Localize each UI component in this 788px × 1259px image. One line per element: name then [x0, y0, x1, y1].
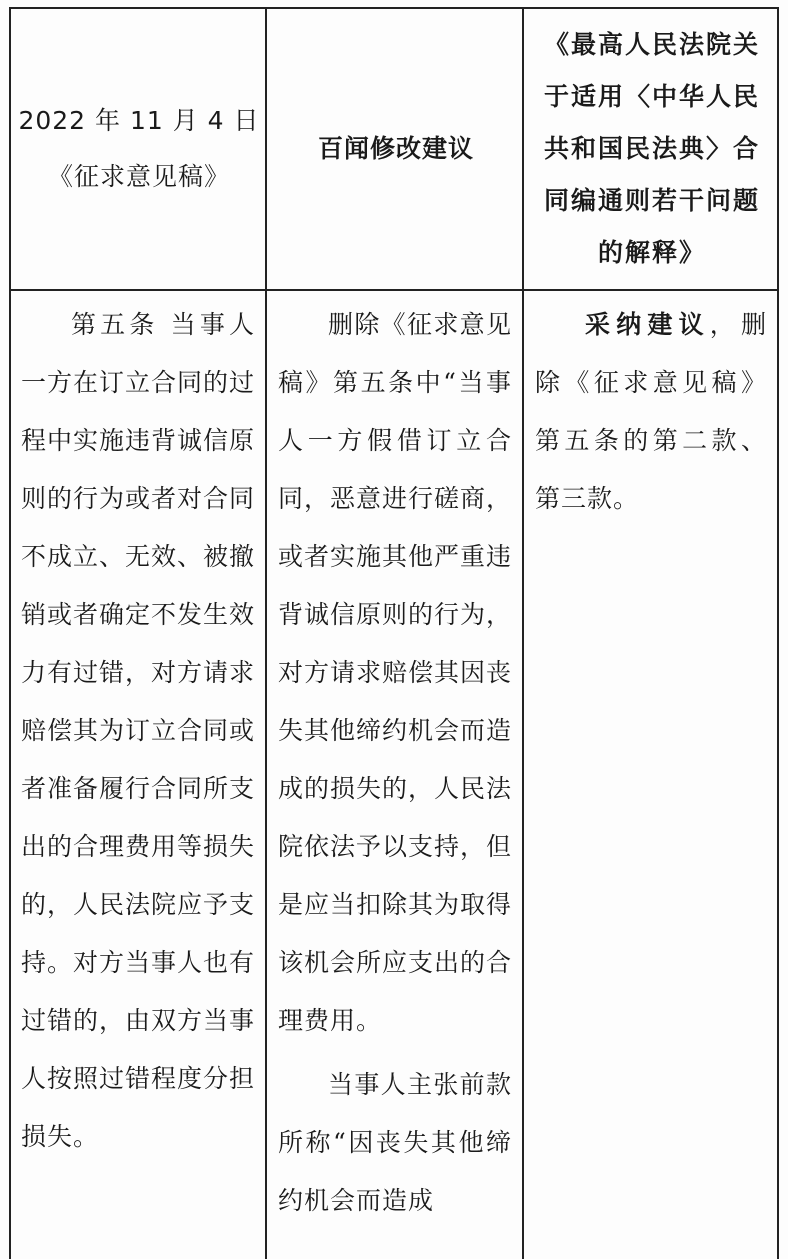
- header-cell-interpretation: [527, 9, 777, 289]
- header-cell-suggestion: [270, 9, 522, 289]
- header-interpretation-title: 《最高人民法院关于适用〈中华人民共和国民法典〉合同编通则若干问题的解释》: [543, 30, 760, 267]
- interpretation-text: [527, 296, 777, 528]
- header-draft-date: 2022 年 11 月 4 日: [18, 106, 260, 135]
- draft-article-text: 第五条 当事人一方在订立合同的过程中实施违背诚信原则的行为或者对合同不成立、无效、被撤销或者确定不发生效力有过错，对方请求赔偿其为订立合同或者准备履行合同所支出的合理费用等损失的，人民法院应予支持。对方当事人也有过错的，由双方当事人按照过错程度分担损失。: [21, 310, 256, 1151]
- suggestion-paragraph-1: 删除《征求意见稿》第五条中“当事人一方假借订立合同，恶意进行磋商，或者实施其他严重违背诚信原则的行为，对方请求赔偿其因丧失其他缔约机会而造成的损失的，人民法院依法予以支持，但是应当扣除其为取得该机会所应支出的合理费用。: [278, 310, 513, 1035]
- column-divider: [522, 7, 524, 1259]
- adopted-label: 采纳建议: [585, 310, 710, 339]
- body-cell-draft: [13, 296, 265, 1166]
- header-cell-draft: [13, 9, 265, 289]
- body-cell-suggestion: [270, 296, 522, 1230]
- body-cell-interpretation: [527, 296, 777, 528]
- header-divider: [9, 289, 779, 291]
- interpretation-rest: ，删除《征求意见稿》第五条的第二款、第三款。: [535, 310, 767, 513]
- header-draft-title: 《征求意见稿》: [47, 162, 230, 191]
- header-suggestion-title: 百闻修改建议: [317, 134, 474, 163]
- column-divider: [265, 7, 267, 1259]
- suggestion-paragraph-2: 当事人主张前款所称“因丧失其他缔约机会而造成: [278, 1070, 512, 1215]
